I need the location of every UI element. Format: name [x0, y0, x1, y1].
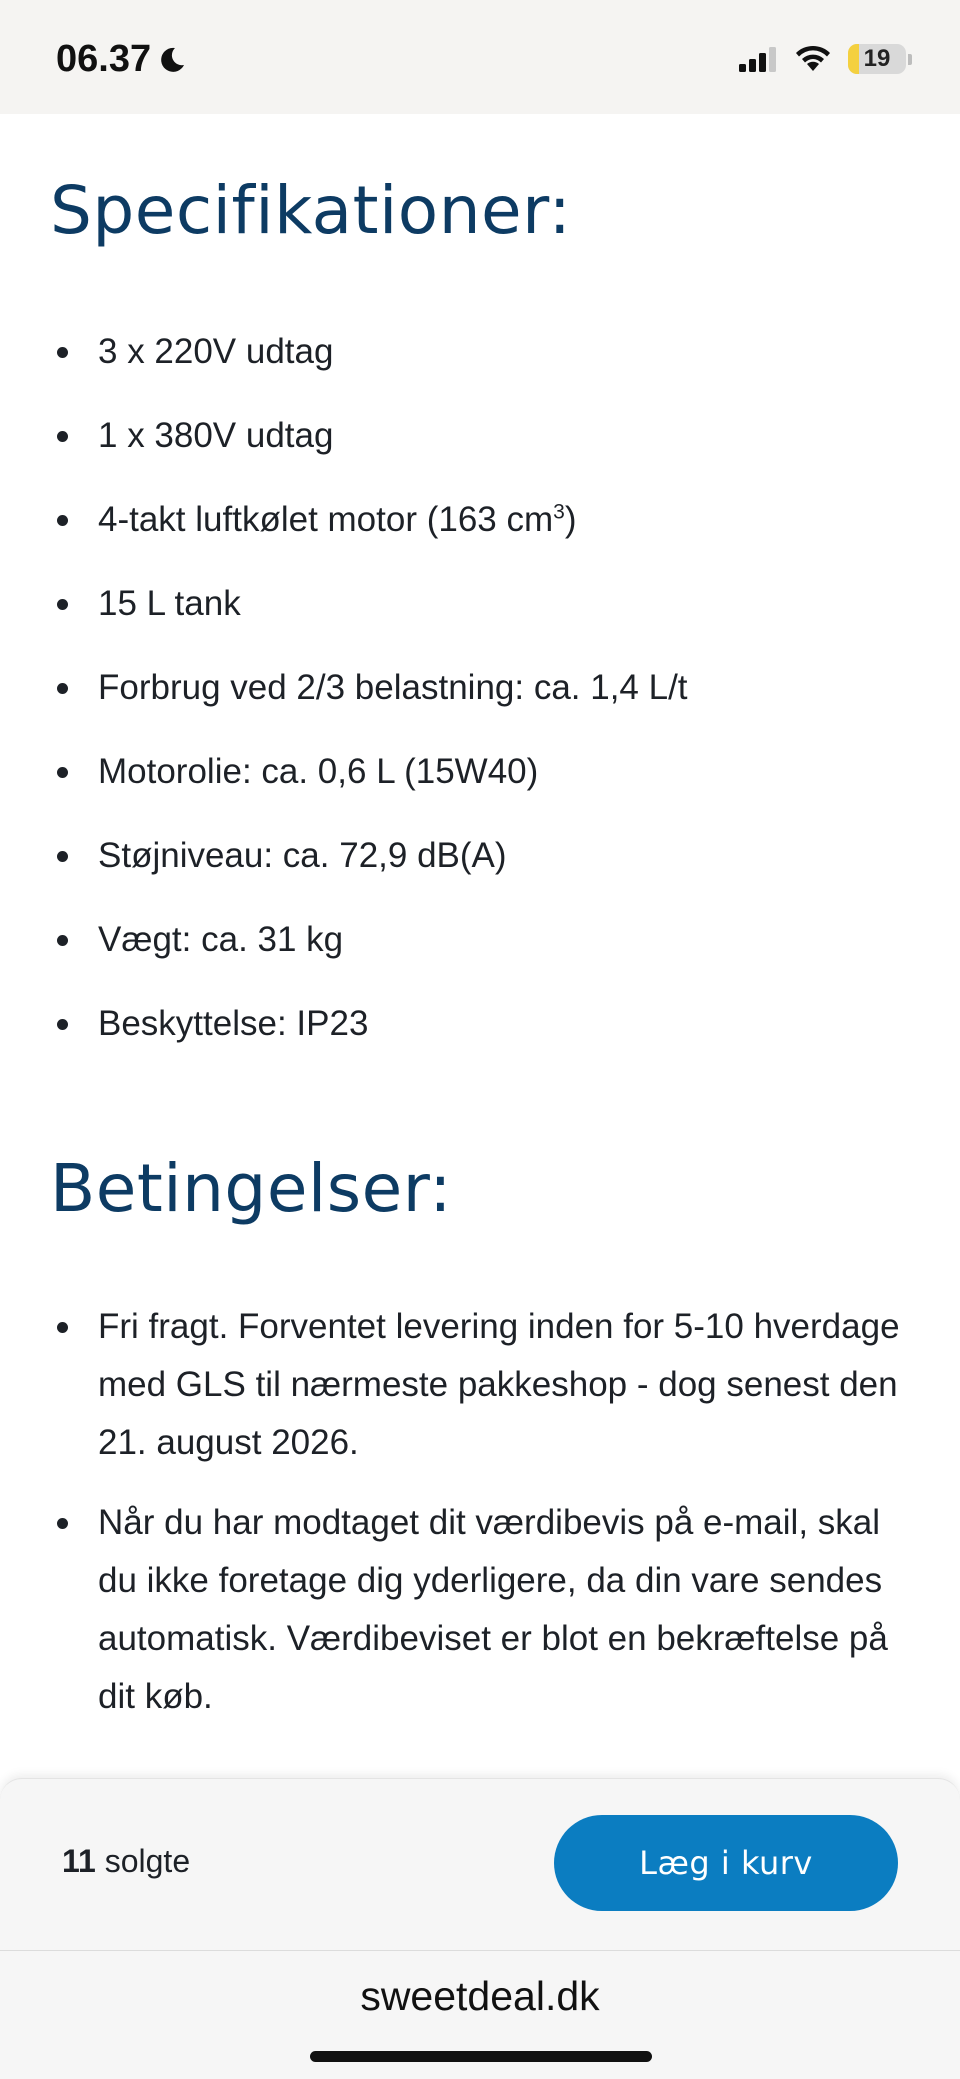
spec-item: 3 x 220V udtag — [0, 310, 960, 394]
status-bar — [0, 0, 960, 114]
status-time — [56, 38, 187, 81]
url-text[interactable]: sweetdeal.dk — [360, 1973, 600, 2019]
home-indicator[interactable] — [310, 2051, 652, 2062]
condition-item: Fri fragt. Forventet levering inden for 5-10 hverdage med GLS til nærmeste pakkeshop - dog senest den 21. august 2026. — [0, 1298, 960, 1472]
spec-item-engine — [0, 478, 960, 562]
wifi-icon — [794, 45, 832, 73]
add-to-cart-button[interactable]: Læg i kurv — [554, 1815, 898, 1911]
spec-item: 1 x 380V udtag — [0, 394, 960, 478]
spec-item: Motorolie: ca. 0,6 L (15W40) — [0, 730, 960, 814]
spec-item: Støjniveau: ca. 72,9 dB(A) — [0, 814, 960, 898]
status-indicators — [738, 44, 912, 74]
battery-icon — [848, 44, 906, 74]
battery-cap — [908, 54, 912, 65]
battery-level: 19 — [863, 45, 891, 72]
spec-item: Vægt: ca. 31 kg — [0, 898, 960, 982]
conditions-list — [0, 1298, 960, 1748]
sold-count — [62, 1843, 190, 1880]
specifications-heading: Specifikationer: — [50, 172, 572, 249]
superscript-3: 3 — [553, 500, 565, 524]
sold-label: solgte — [104, 1843, 191, 1879]
purchase-bar — [0, 1778, 960, 1951]
conditions-heading: Betingelser: — [50, 1150, 452, 1227]
spec-item: Beskyttelse: IP23 — [0, 982, 960, 1066]
spec-item-engine-close: ) — [564, 500, 577, 539]
specifications-list — [0, 310, 960, 1066]
spec-item: 15 L tank — [0, 562, 960, 646]
spec-item: Forbrug ved 2/3 belastning: ca. 1,4 L/t — [0, 646, 960, 730]
condition-item: Når du har modtaget dit værdibevis på e-mail, skal du ikke foretage dig yderligere, da din vare sendes automatisk. Værdibeviset er blot en bekræftelse på dit køb. — [0, 1494, 960, 1726]
spec-item-engine-text: 4-takt luftkølet motor (163 cm — [98, 500, 554, 539]
time-text: 06.37 — [56, 38, 152, 80]
sold-number: 11 — [62, 1843, 96, 1879]
moon-icon — [157, 45, 187, 75]
cellular-signal-icon — [738, 45, 778, 73]
browser-address-bar[interactable] — [0, 1950, 960, 2079]
